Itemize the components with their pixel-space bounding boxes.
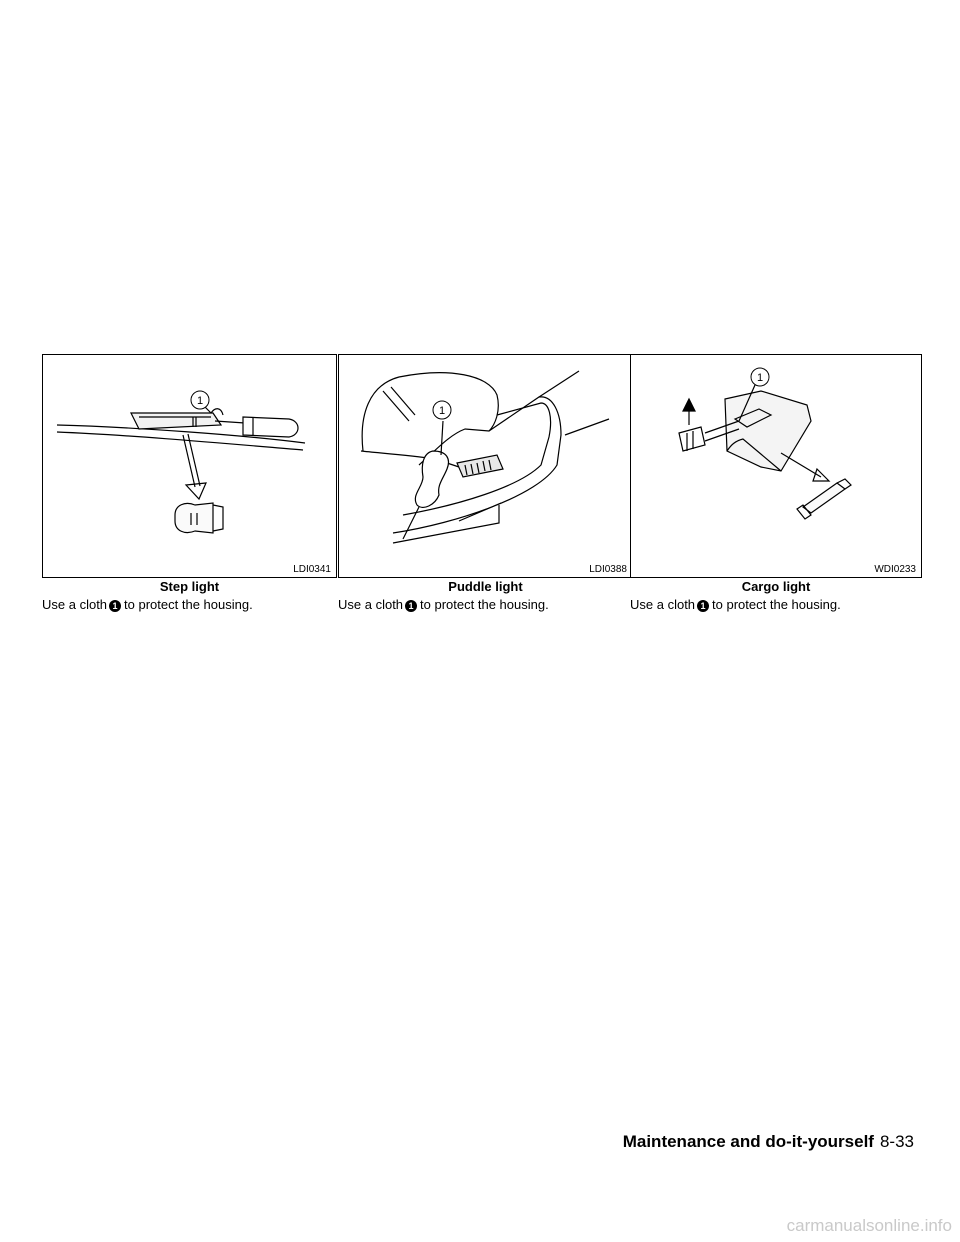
figure-puddle-light (338, 354, 633, 578)
figure-code: LDI0388 (589, 564, 627, 575)
caption-step-light: Step light (159, 579, 220, 594)
callout-1-label: 1 (196, 395, 204, 407)
figure-cargo-light (630, 354, 922, 578)
caption-puddle-light: Puddle light (448, 579, 523, 594)
figure-step-light (42, 354, 337, 578)
instruction-puddle-light (338, 597, 549, 613)
page-number: 8-33 (879, 1132, 914, 1151)
callout-1-marker-icon: 1 (109, 600, 121, 612)
puddle-light-illustration (339, 355, 632, 577)
instruction-text-before: Use a cloth (630, 597, 696, 612)
instruction-cargo-light (630, 597, 841, 613)
instruction-step-light (42, 597, 253, 613)
cargo-light-illustration (631, 355, 921, 577)
callout-1-marker-icon: 1 (697, 600, 709, 612)
watermark: carmanualsonline.info (786, 1216, 952, 1235)
callout-1-label: 1 (438, 405, 446, 417)
step-light-illustration (43, 355, 336, 577)
figure-code: WDI0233 (874, 564, 916, 575)
footer-section-title: Maintenance and do-it-yourself (622, 1132, 874, 1151)
callout-1-marker-icon: 1 (405, 600, 417, 612)
figure-code: LDI0341 (293, 564, 331, 575)
caption-cargo-light: Cargo light (741, 579, 811, 594)
page-footer (623, 1132, 914, 1152)
instruction-text-after: to protect the housing. (124, 597, 253, 612)
instruction-text-before: Use a cloth (338, 597, 404, 612)
instruction-text-before: Use a cloth (42, 597, 108, 612)
instruction-text-after: to protect the housing. (712, 597, 841, 612)
instruction-text-after: to protect the housing. (420, 597, 549, 612)
callout-1-label: 1 (756, 372, 764, 384)
